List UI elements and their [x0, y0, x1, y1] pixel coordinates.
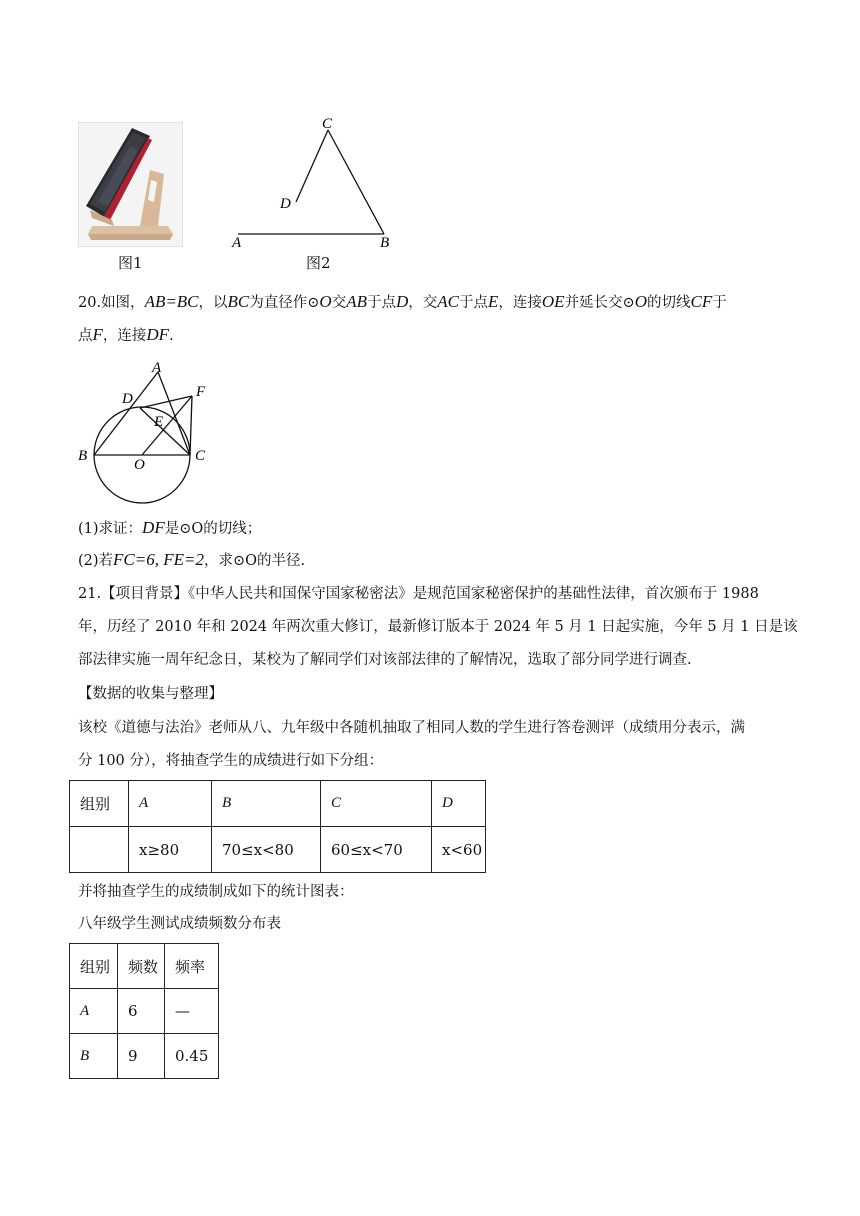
question-21-line-1: 21.【项目背景】《中华人民共和国保守国家秘密法》是规范国家秘密保护的基础性法律，首次颁布于 1988 — [78, 586, 759, 602]
question-20-part-1: (1)求证：DF是⊙O的切线； — [78, 518, 262, 537]
segment-ba — [94, 372, 158, 455]
group-table-header-row — [70, 781, 486, 827]
figure-1-caption: 图1 — [118, 254, 143, 272]
figure-q20 — [72, 356, 222, 506]
question-21-line-4: 该校《道德与法治》老师从八、九年级中各随机抽取了相同人数的学生进行答卷测评（成绩用分表示，满 — [78, 720, 745, 736]
triangle-diagram — [226, 110, 396, 255]
table-cell: 6 — [118, 989, 165, 1034]
table-cell: 60≤x<70 — [321, 827, 432, 873]
phone-stand-image — [78, 122, 183, 247]
question-20-part-2: (2)若FC=6, FE=2，求⊙O的半径. — [78, 550, 306, 569]
table-cell: B — [212, 781, 321, 827]
segment-bc — [328, 130, 384, 234]
table-cell: A — [129, 781, 212, 827]
tangent-cf — [190, 396, 192, 455]
table-cell — [70, 827, 129, 873]
label-d: D — [122, 391, 133, 407]
section-title: 【数据的收集与整理】 — [78, 686, 223, 702]
figure-2-caption: 图2 — [306, 254, 331, 272]
segment-cd — [296, 130, 328, 202]
table-cell: 频率 — [165, 944, 219, 989]
label-e: E — [154, 414, 164, 430]
label-o: O — [134, 457, 145, 473]
question-21-line-6: 并将抽查学生的成绩制成如下的统计图表： — [78, 884, 354, 900]
frequency-table-header-row — [70, 944, 219, 989]
table-row — [70, 989, 219, 1034]
label-b: B — [380, 235, 390, 251]
label-d: D — [280, 196, 291, 212]
group-table — [69, 780, 486, 873]
table-cell: 70≤x<80 — [212, 827, 321, 873]
question-21-line-3: 部法律实施一周年纪念日，某校为了解同学们对该部法律的了解情况，选取了部分同学进行调查. — [78, 652, 692, 668]
label-f: F — [196, 384, 206, 400]
label-a: A — [152, 360, 162, 376]
table-cell: D — [432, 781, 486, 827]
figure-1-photo — [78, 122, 183, 247]
table-cell: x≥80 — [129, 827, 212, 873]
label-b: B — [78, 448, 88, 464]
frequency-table — [69, 943, 219, 1079]
label-c: C — [322, 116, 333, 132]
circle-diagram — [72, 356, 222, 506]
frequency-table-title: 八年级学生测试成绩频数分布表 — [78, 916, 281, 932]
table-cell: A — [70, 989, 118, 1034]
table-cell: B — [70, 1034, 118, 1079]
question-21-line-5: 分 100 分），将抽查学生的成绩进行如下分组： — [78, 753, 384, 769]
figure-2 — [226, 110, 396, 255]
question-21-line-2: 年，历经了 2010 年和 2024 年两次重大修订，最新修订版本于 2024 年 5 月 1 日起实施，今年 5 月 1 日是该 — [78, 619, 798, 635]
question-number: 20. — [78, 295, 102, 311]
table-cell: C — [321, 781, 432, 827]
group-table-range-row — [70, 827, 486, 873]
label-a: A — [232, 235, 242, 251]
question-20: 20.如图，AB=BC，以BC为直径作⊙O交AB于点D，交AC于点E，连接OE并延长交⊙O的切线CF于 点F，连接DF. — [78, 292, 727, 344]
table-cell: — — [165, 989, 219, 1034]
table-cell: 组别 — [70, 781, 129, 827]
table-cell: 9 — [118, 1034, 165, 1079]
table-cell: x<60 — [432, 827, 486, 873]
label-c: C — [195, 448, 206, 464]
table-cell: 0.45 — [165, 1034, 219, 1079]
table-row — [70, 1034, 219, 1079]
segment-of — [142, 396, 192, 455]
table-cell: 频数 — [118, 944, 165, 989]
table-cell: 组别 — [70, 944, 118, 989]
